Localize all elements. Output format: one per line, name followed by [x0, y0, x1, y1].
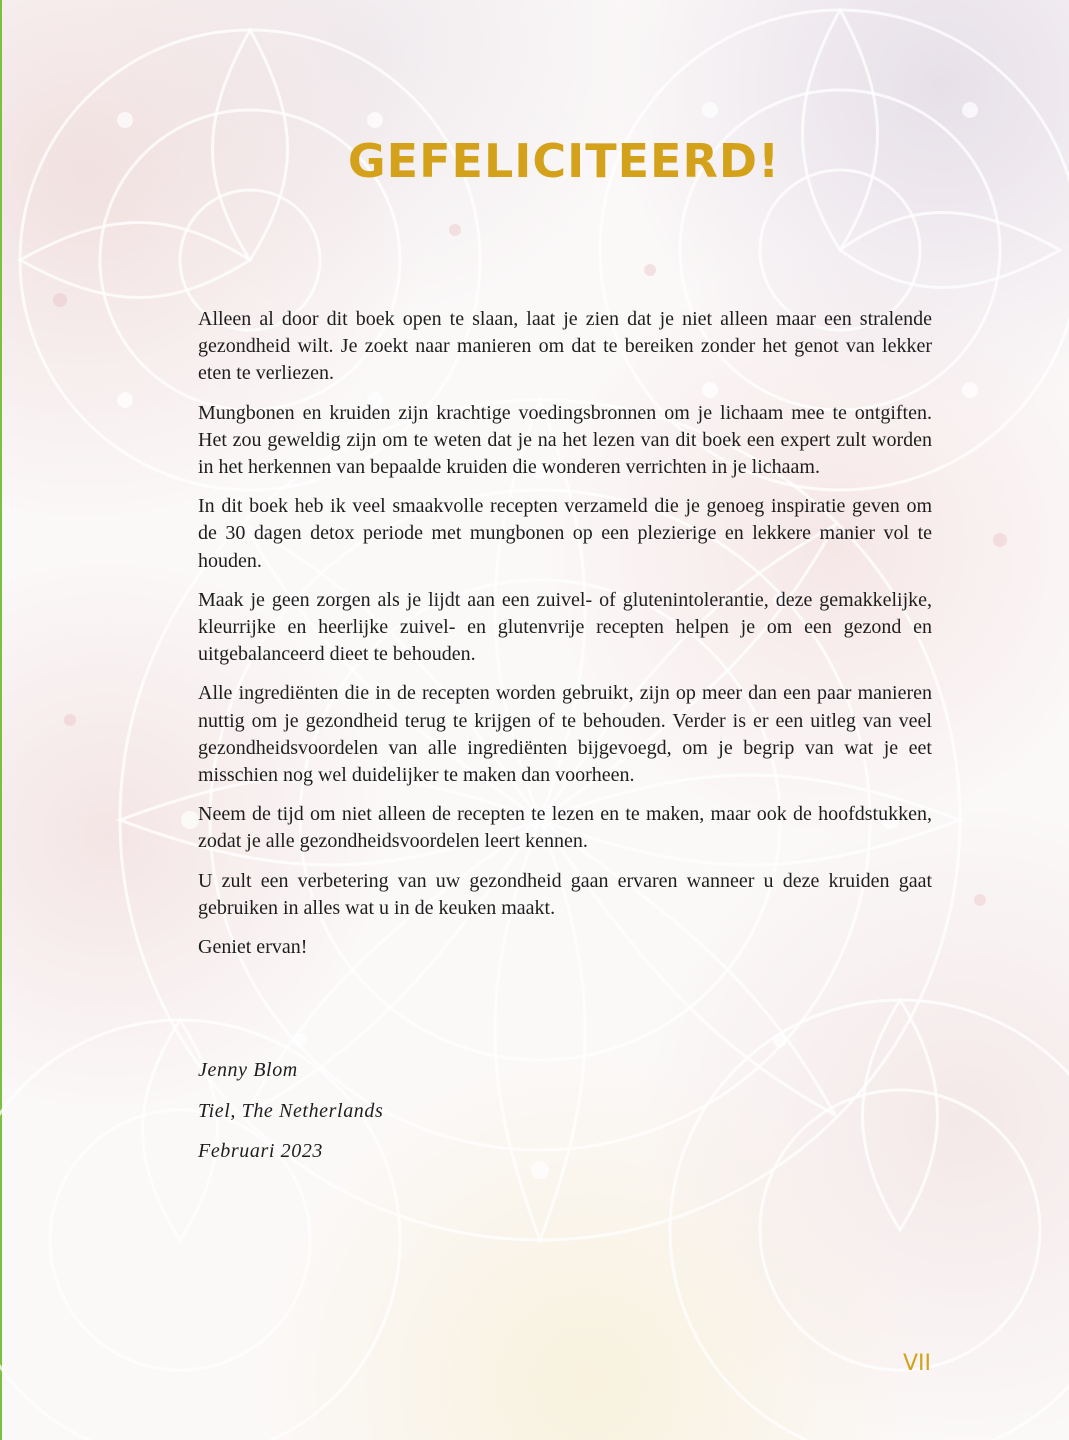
- author-name: Jenny Blom: [198, 1059, 298, 1081]
- paragraph: Neem de tijd om niet alleen de recepten te lezen en te maken, maar ook de hoofdstukken, zodat je alle gezondheidsvoordelen leert kennen.: [198, 803, 932, 853]
- paragraph: Mungbonen en kruiden zijn krachtige voedingsbronnen om je lichaam mee te ontgiften. Het zou geweldig zijn om te weten dat je na het lezen van dit boek een expert zult worden in het herkennen van bepaalde kruiden die wonderen verrichten in je lichaam.: [198, 401, 932, 479]
- paragraph: U zult een verbetering van uw gezondheid gaan ervaren wanneer u deze kruiden gaat gebruiken in alles wat u in de keuken maakt.: [198, 869, 932, 919]
- author-location: Tiel, The Netherlands: [198, 1099, 384, 1122]
- paragraph: Maak je geen zorgen als je lijdt aan een zuivel- of glutenintolerantie, deze gemakkelijke, kleurrijke en heerlijke zuivel- en glutenvrije recepten helpen je om een gezond en uitgebalanceerd dieet te behouden.: [198, 588, 932, 666]
- signature-block: [198, 1057, 383, 1179]
- paragraph: In dit boek heb ik veel smaakvolle recepten verzameld die je genoeg inspiratie geven om de 30 dagen detox periode met mungbonen op een plezierige en lekkere manier vol te houden.: [198, 495, 932, 572]
- page-title: GEFELICITEERD!: [347, 134, 781, 188]
- page-number: VII: [902, 1351, 931, 1376]
- paragraph: Alleen al door dit boek open te slaan, laat je zien dat je niet alleen maar een stralende gezondheid wilt. Je zoekt naar manieren om dat te bereiken zonder het genot van lekker eten te verliezen.: [198, 308, 932, 385]
- closing-line: Geniet ervan!: [198, 936, 308, 959]
- body-text: [198, 306, 932, 973]
- paragraph: Alle ingrediënten die in de recepten worden gebruikt, zijn op meer dan een paar manieren nuttig om je gezondheid terug te krijgen of te behouden. Verder is er een uitleg van veel gezondheidsvoordelen van alle ingrediënten bijgevoegd, om je begrip van wat je eet misschien nog wel duidelijker te maken dan voorheen.: [198, 682, 932, 787]
- signature-date: Februari 2023: [198, 1140, 324, 1162]
